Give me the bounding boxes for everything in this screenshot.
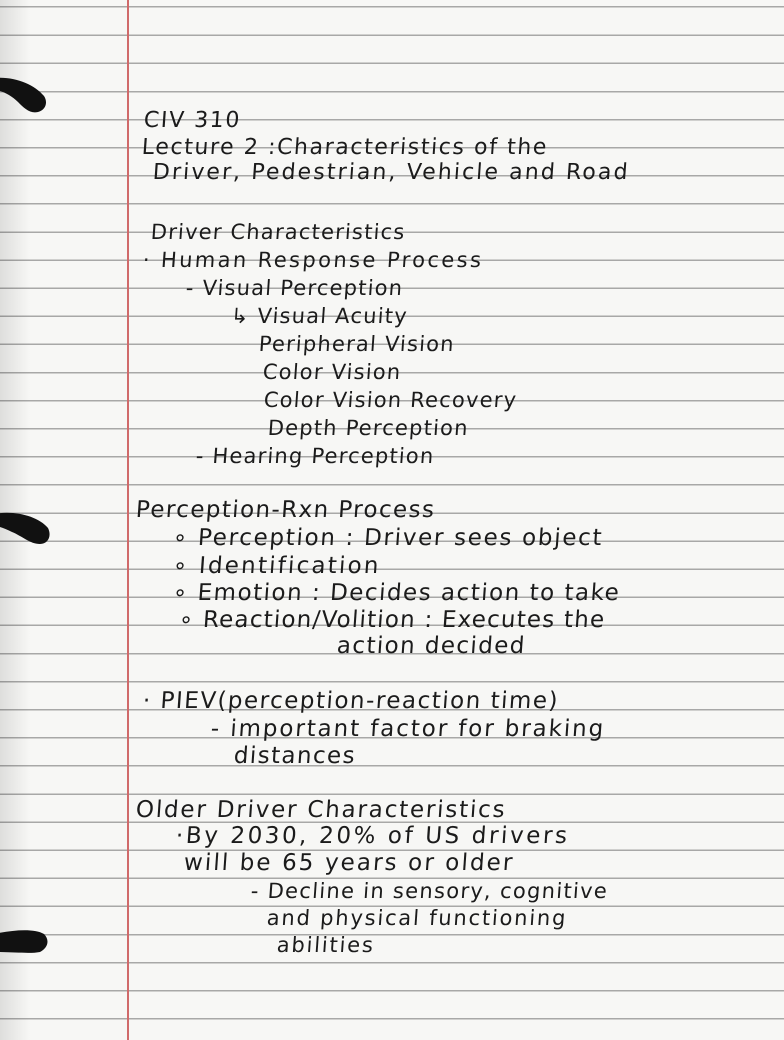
bullet-continuation: action decided [336, 633, 527, 659]
lecture-title-continued: Driver, Pedestrian, Vehicle and Road [152, 160, 631, 185]
sub-item: - Hearing Perception [195, 444, 436, 468]
bullet-item: · PIEV(perception-reaction time) [142, 688, 560, 714]
lecture-title: Lecture 2 :Characteristics of the [141, 135, 549, 160]
sub-item-continuation: and physical functioning [266, 906, 569, 930]
sub-item-continuation: abilities [276, 933, 376, 957]
bullet-item: · Human Response Process [142, 248, 485, 272]
sub-item: - Visual Perception [185, 276, 405, 300]
sub-sub-item: Color Vision Recovery [263, 388, 519, 412]
binder-ring-icon [0, 508, 54, 552]
bullet-item: ∘ Perception : Driver sees object [172, 525, 605, 551]
bullet-continuation: will be 65 years or older [183, 850, 516, 876]
sub-sub-item: ↳ Visual Acuity [230, 304, 409, 328]
bullet-item: ∘ Reaction/Volition : Executes the [178, 607, 607, 633]
binder-ring-icon [0, 924, 54, 968]
section-heading: Older Driver Characteristics [135, 797, 508, 823]
sub-item: - important factor for braking [210, 716, 607, 742]
margin-line [127, 0, 129, 1040]
bullet-item: ∘ Identification [172, 553, 382, 579]
bullet-item: ·By 2030, 20% of US drivers [175, 823, 571, 849]
section-heading: Perception-Rxn Process [135, 497, 437, 523]
sub-sub-item: Peripheral Vision [258, 332, 456, 356]
sub-sub-item: Color Vision [262, 360, 403, 384]
sub-sub-item: Depth Perception [267, 416, 470, 440]
binder-ring-icon [0, 72, 54, 116]
course-code: CIV 310 [143, 108, 242, 133]
section-heading: Driver Characteristics [150, 220, 407, 244]
sub-item-continuation: distances [233, 743, 357, 769]
sub-item: - Decline in sensory, cognitive [250, 879, 609, 903]
bullet-item: ∘ Emotion : Decides action to take [172, 580, 622, 606]
